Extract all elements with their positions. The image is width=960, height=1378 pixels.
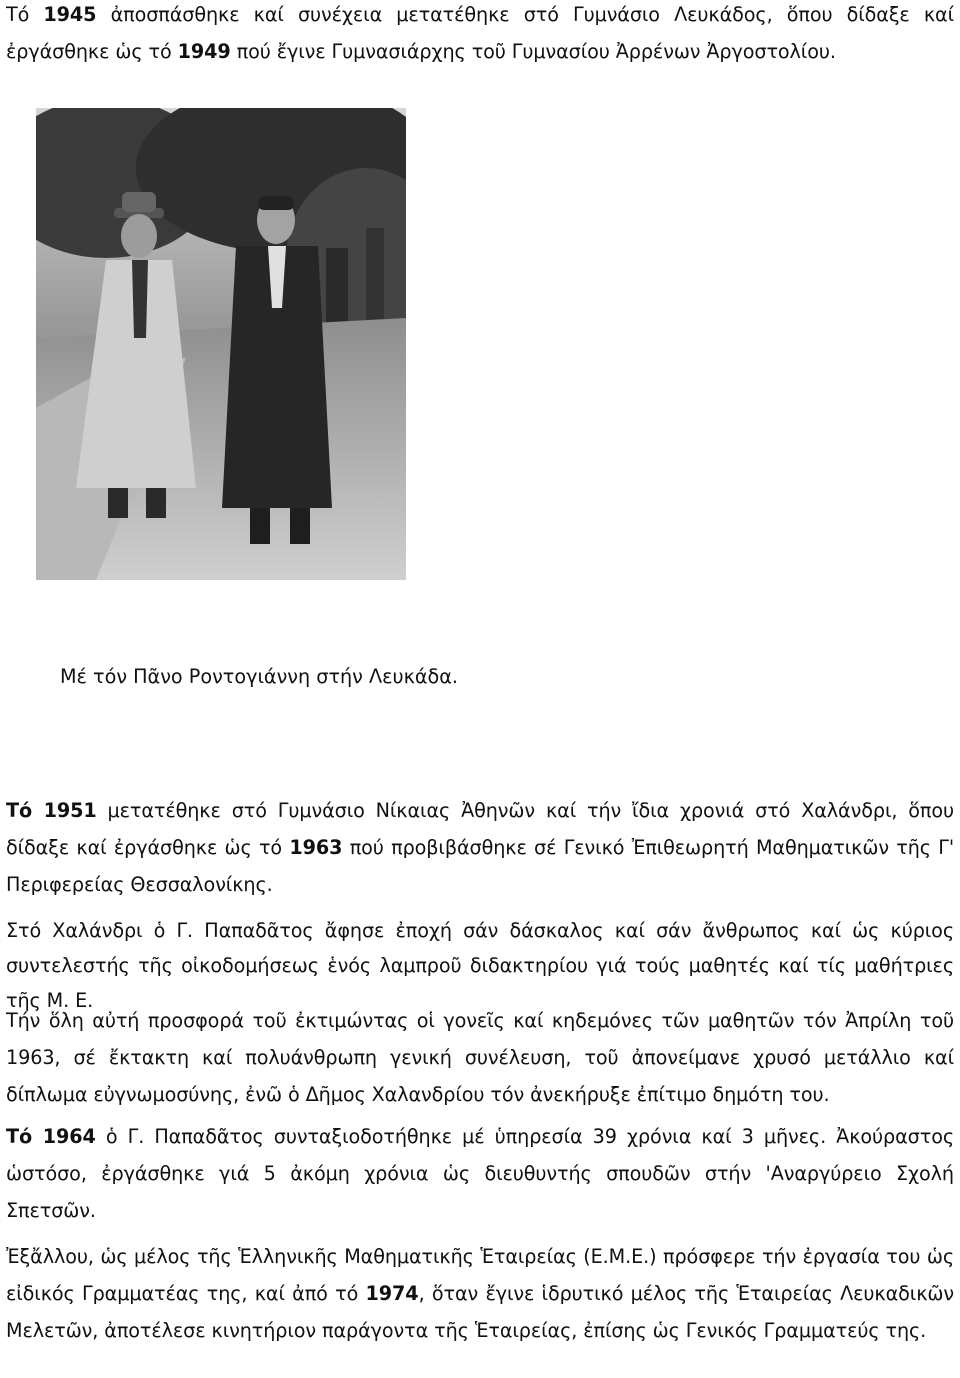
paragraph-1964 [6,1118,954,1229]
year-1964: Τό 1964 [6,1125,96,1148]
year-1945: 1945 [43,3,97,26]
paragraph-1951 [6,792,954,903]
text: Τό [6,3,44,26]
text: Ἐξἄλλου, ὡς μέλος τῆς Ἑλληνικῆς Μαθηματικῆς Ἑταιρείας (Ε.Μ.Ε.) πρόσφερε τήν ἐργασία του ὡς εἰδικός Γραμματέας της, καί ἀπό τό [6,1245,954,1305]
text: ὁ Γ. Παπαδᾶτος συνταξιοδοτήθηκε μέ ὑπηρεσία 39 χρόνια καί 3 μῆνες. Ἀκούραστος ὡστόσο, ἐργάσθηκε γιά 5 ἀκόμη χρόνια ὡς διευθυντής σπουδῶν στήν 'Αναργύρειο Σχολή Σπετσῶν. [6,1125,954,1222]
photo-two-men-lefkada [36,108,406,580]
text: πού ἔγινε Γυμνασιάρχης τοῦ Γυμνασίου Ἀρρένων Ἀργοστολίου. [230,40,836,63]
text: πού προβιβάσθηκε σέ Γενικό Ἐπιθεωρητή Μαθηματικῶν τῆς Γ' Περιφερείας Θεσσαλονίκης. [6,836,954,896]
text: Τήν ὅλη αὐτή προσφορά τοῦ ἐκτιμώντας οἱ γονεῖς καί κηδεμόνες τῶν μαθητῶν τόν Ἀπρίλη τοῦ 1963, σέ ἔκτακτη καί πολυάνθρωπη γενική συνέλευση, τοῦ ἀπονείμανε χρυσό μετάλλιο καί δίπλωμα εὐγνωμοσύνης, ἐνῶ ὁ Δῆμος Χαλανδρίου τόν ἀνεκήρυξε ἐπίτιμο δημότη του. [6,1009,954,1106]
year-1949: 1949 [177,40,231,63]
year-1963: 1963 [289,836,343,859]
text: Στό Χαλάνδρι ὁ Γ. Παπαδᾶτος ἄφησε ἐποχή σάν δάσκαλος καί σάν ἄνθρωπος καί ὡς κύριος συντελεστής τῆς οἰκοδομήσεως ἑνός λαμπροῦ διδακτηρίου γιά τούς μαθητές καί τίς μαθήτριες τῆς Μ. Ε. [6,919,954,1012]
paragraph-1945 [6,0,954,70]
paragraph-honours [6,1002,954,1113]
text: , ὅταν ἔγινε ἱδρυτικό μέλος τῆς Ἑταιρείας Λευκαδικῶν Μελετῶν, ἀποτέλεσε κινητήριον παράγοντα τῆς Ἑταιρείας, ἐπίσης ὡς Γενικός Γραμματεύς της. [6,1282,954,1342]
year-1951: Τό 1951 [6,799,97,822]
photo-caption: Μέ τόν Πᾶνο Ροντογιάννη στήν Λευκάδα. [60,665,459,688]
photograph [36,108,406,580]
text: ἀποσπάσθηκε καί συνέχεια μετατέθηκε στό Γυμνάσιο Λευκάδος, ὅπου δίδαξε καί ἐργάσθηκε ὡς τό [6,3,955,63]
paragraph-eme [6,1238,954,1349]
year-1974: 1974 [365,1282,419,1305]
text: μετατέθηκε στό Γυμνάσιο Νίκαιας Ἀθηνῶν καί τήν ἴδια χρονιά στό Χαλάνδρι, ὅπου δίδαξε καί ἐργάσθηκε ὡς τό [6,799,954,859]
